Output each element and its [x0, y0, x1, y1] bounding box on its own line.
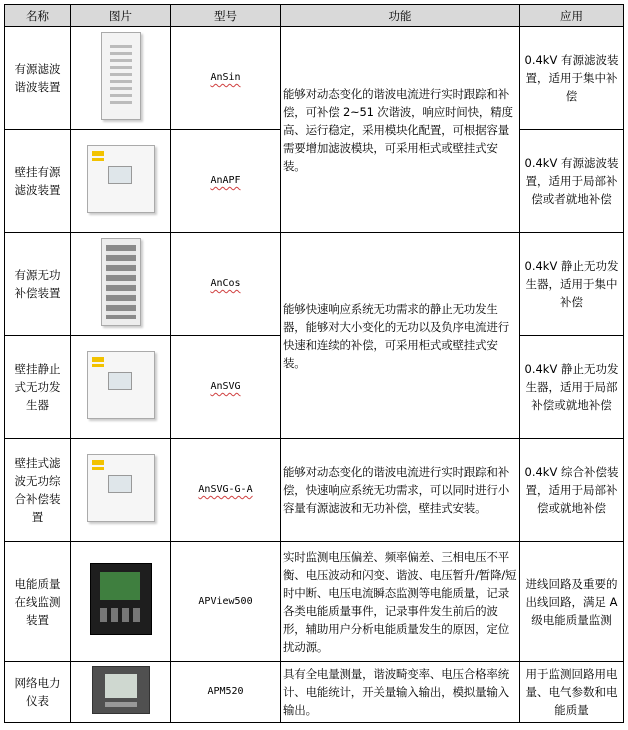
product-name: 有源滤波谐波装置 [5, 27, 71, 130]
product-model: AnSVG [171, 336, 281, 439]
header-model: 型号 [171, 5, 281, 27]
product-name: 电能质量在线监测装置 [5, 542, 71, 662]
product-model: APView500 [171, 542, 281, 662]
product-application: 0.4kV 有源滤波装置，适用于集中补偿 [520, 27, 624, 130]
wall-mount-unit-icon [87, 454, 155, 522]
product-model: APM520 [171, 662, 281, 723]
product-function: 能够对动态变化的谐波电流进行实时跟踪和补偿，快速响应系统无功需求，可以同时进行小容量有源滤波和无功补偿，壁挂式安装。 [281, 439, 520, 542]
power-quality-monitor-icon [90, 563, 152, 635]
product-picture [71, 336, 171, 439]
product-function: 能够对动态变化的谐波电流进行实时跟踪和补偿，可补偿 2~51 次谐波，响应时间快，精度高、运行稳定，采用模块化配置，可根据容量需要增加滤波模块，可采用柜式或壁挂式安装。 [281, 27, 520, 233]
product-name: 有源无功补偿装置 [5, 233, 71, 336]
table-row [5, 662, 624, 723]
product-application: 0.4kV 静止无功发生器，适用于集中补偿 [520, 233, 624, 336]
product-picture [71, 130, 171, 233]
header-name: 名称 [5, 5, 71, 27]
product-name: 网络电力仪表 [5, 662, 71, 723]
product-model: AnAPF [171, 130, 281, 233]
product-application: 0.4kV 静止无功发生器，适用于局部补偿或就地补偿 [520, 336, 624, 439]
product-application: 用于监测回路用电量、电气参数和电能质量 [520, 662, 624, 723]
header-row [5, 5, 624, 27]
cabinet-icon [101, 238, 141, 326]
product-table [4, 4, 624, 723]
wall-mount-unit-icon [87, 351, 155, 419]
power-meter-icon [92, 666, 150, 714]
product-application: 0.4kV 综合补偿装置，适用于局部补偿或就地补偿 [520, 439, 624, 542]
product-application: 进线回路及重要的出线回路，满足 A 级电能质量监测 [520, 542, 624, 662]
product-name: 壁挂式滤波无功综合补偿装置 [5, 439, 71, 542]
wall-mount-unit-icon [87, 145, 155, 213]
product-function: 能够快速响应系统无功需求的静止无功发生器，能够对大小变化的无功以及负序电流进行快速和连续的补偿，可采用柜式或壁挂式安装。 [281, 233, 520, 439]
product-picture [71, 542, 171, 662]
product-picture [71, 233, 171, 336]
cabinet-icon [101, 32, 141, 120]
product-name: 壁挂有源滤波装置 [5, 130, 71, 233]
product-model: AnSin [171, 27, 281, 130]
product-function: 具有全电量测量，谐波畸变率、电压合格率统计、电能统计，开关量输入输出，模拟量输入输出。 [281, 662, 520, 723]
product-name: 壁挂静止式无功发生器 [5, 336, 71, 439]
product-picture [71, 27, 171, 130]
table-row [5, 542, 624, 662]
product-application: 0.4kV 有源滤波装置，适用于局部补偿或者就地补偿 [520, 130, 624, 233]
product-picture [71, 662, 171, 723]
table-row [5, 27, 624, 130]
product-picture [71, 439, 171, 542]
product-model: AnCos [171, 233, 281, 336]
product-function: 实时监测电压偏差、频率偏差、三相电压不平衡、电压波动和闪变、谐波、电压暂升/暂降/短时中断、电压电流瞬态监测等电能质量，记录各类电能质量事件，记录事件发生前后的波形，辅助用户分析电能质量发生的原因，定位扰动源。 [281, 542, 520, 662]
header-picture: 图片 [71, 5, 171, 27]
table-row [5, 233, 624, 336]
header-application: 应用 [520, 5, 624, 27]
product-model: AnSVG-G-A [171, 439, 281, 542]
table-row [5, 439, 624, 542]
header-function: 功能 [281, 5, 520, 27]
